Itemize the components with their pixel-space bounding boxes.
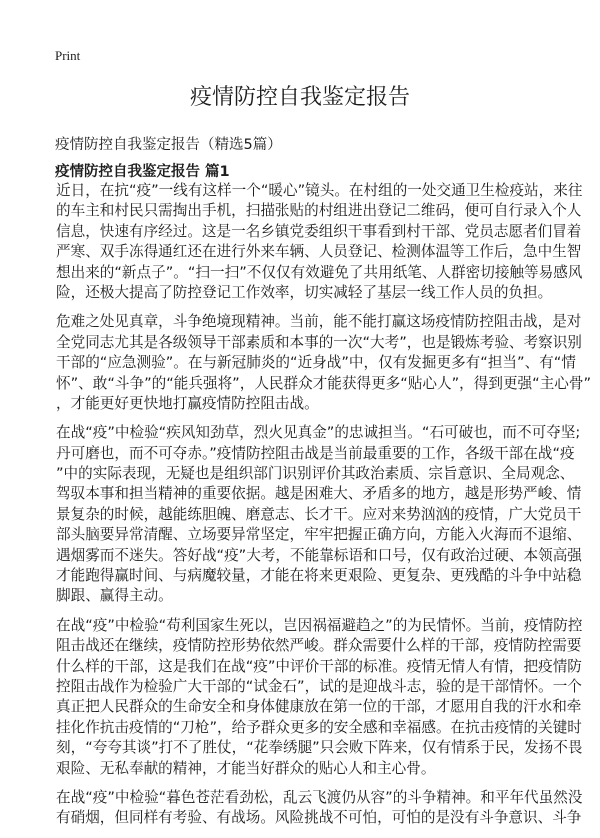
- document-body: [56, 181, 592, 838]
- paragraph-line: ”中的实际表现，无疑也是组织部门识别评价其政治素质、宗旨意识、全局观念、: [56, 465, 575, 483]
- paragraph-line: 挂化作抗击疫情的“刀枪”，给予群众更多的安全感和幸福感。在抗击疫情的关键时: [56, 718, 582, 736]
- paragraph-line: 脚跟、赢得主动。: [56, 587, 173, 605]
- paragraph-line: 部头脑要异常清醒、立场要异常坚定，牢牢把握正确方向，方能入火海而不退缩、: [56, 526, 582, 544]
- paragraph-line: 什么样的干部，这是我们在战“疫”中评价干部的标准。疫情无情人有情，把疫情防: [56, 657, 582, 675]
- paragraph-line: 在战“疫”中检验“疾风知劲草，烈火见真金”的忠诚担当。“石可破也，而不可夺坚;: [56, 424, 581, 442]
- paragraph: [56, 788, 583, 829]
- paragraph-line: 干部的“应急测验”。在与新冠肺炎的“近身战”中，仅有发掘更多有“担当”、有“情: [56, 354, 576, 372]
- paragraph-line: 想出来的“新点子”。“扫一扫”不仅仅有效避免了共用纸笔、人群密切接触等易感风: [56, 263, 583, 281]
- paragraph-line: 驾驭本事和担当精神的重要依据。越是困难大、矛盾多的地方，越是形势严峻、情: [56, 485, 582, 503]
- paragraph-line: 才能跑得赢时间、与病魔较量，才能在将来更艰险、更复杂、更残酷的斗争中站稳: [56, 567, 582, 585]
- paragraph-line: 遇烟雾而不迷失。答好战“疫”大考，不能靠标语和口号，仅有政治过硬、本领高强: [56, 546, 582, 564]
- paragraph-line: 景复杂的时候，越能练胆魄、磨意志、长才干。应对来势汹汹的疫情，广大党员干: [56, 505, 582, 523]
- paragraph: [56, 181, 583, 303]
- document-subtitle: 疫情防控自我鉴定报告（精选5篇）: [55, 137, 282, 153]
- paragraph-line: 刻，“夸夸其谈”打不了胜仗，“花拳绣腿”只会败下阵来，仅有情系于民，发扬不畏: [56, 739, 583, 757]
- paragraph-line: 严寒、双手冻得通红还在进行外来车辆、人员登记、检测体温等工作后，急中生智: [56, 243, 582, 261]
- paragraph: [56, 312, 592, 414]
- paragraph: [56, 616, 583, 779]
- print-link[interactable]: Print: [55, 48, 81, 63]
- paragraph-line: 控阻击战作为检验广大干部的“试金石”，试的是迎战斗志，验的是干部情怀。一个: [56, 677, 582, 695]
- paragraph-line: 的车主和村民只需掏出手机，扫描张贴的村组进出登记二维码，便可自行录入个人: [56, 202, 582, 220]
- paragraph-line: 怀”、敢“斗争”的“能兵强将”，人民群众才能获得更多“贴心人”，得到更强“主心骨”: [56, 374, 592, 392]
- paragraph-line: 全党同志尤其是各级领导干部素质和本事的一次“大考”，也是锻炼考验、考察识别: [56, 333, 582, 351]
- paragraph-line: 艰险、无私奉献的精神，才能当好群众的贴心人和主心骨。: [56, 759, 436, 777]
- paragraph-line: 在战“疫”中检验“苟利国家生死以，岂因祸福避趋之”的为民情怀。当前，疫情防控: [56, 616, 583, 634]
- paragraph-line: ，才能更好更快地打赢疫情防控阻击战。: [56, 394, 319, 412]
- section-heading: 疫情防控自我鉴定报告 篇1: [55, 164, 230, 180]
- paragraph-line: 近日，在抗“疫”一线有这样一个“暖心”镜头。在村组的一处交通卫生检疫站，来往: [56, 182, 583, 199]
- paragraph-line: 丹可磨也，而不可夺赤。”疫情防控阻击战是当前最重要的工作，各级干部在战“疫: [56, 444, 575, 462]
- paragraph-line: 危难之处见真章，斗争绝境现精神。当前，能不能打赢这场疫情防控阻击战，是对: [56, 313, 582, 331]
- paragraph-line: 有硝烟，但同样有考验、有战场。风险挑战不可怕，可怕的是没有斗争意识、斗争: [56, 809, 582, 827]
- paragraph-line: 信息，快速有序经过。这是一名乡镇党委组织干事看到村干部、党员志愿者们冒着: [56, 222, 582, 240]
- paragraph-line: 险，还极大提高了防控登记工作效率，切实减轻了基层一线工作人员的负担。: [56, 283, 553, 301]
- paragraph: [56, 423, 582, 607]
- paragraph-line: 在战“疫”中检验“暮色苍茫看劲松，乱云飞渡仍从容”的斗争精神。和平年代虽然没: [56, 788, 583, 806]
- paragraph-line: 真正把人民群众的生命安全和身体健康放在第一位的干部，才愿用自我的汗水和牵: [56, 698, 582, 716]
- document-title: 疫情防控自我鉴定报告: [189, 85, 410, 110]
- paragraph-line: 阻击战还在继续，疫情防控形势依然严峻。群众需要什么样的干部，疫情防控需要: [56, 637, 582, 655]
